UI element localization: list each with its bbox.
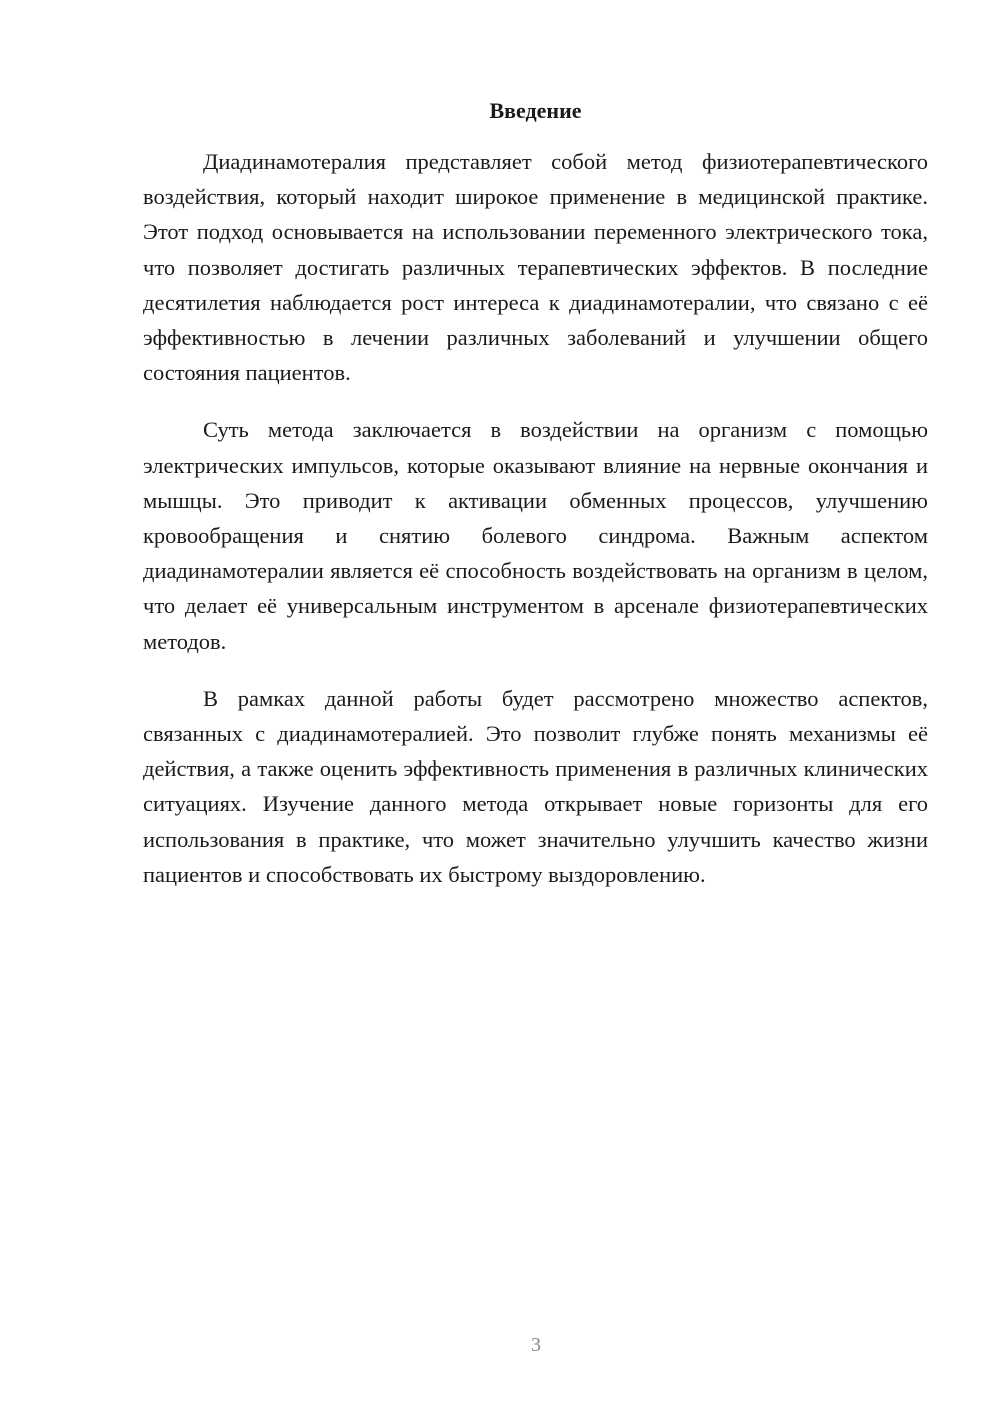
- paragraph-3: В рамках данной работы будет рассмотрено множество аспектов, связанных с диадинамотералией. Это позволит глубже понять механизмы её действия, а также оценить эффективность применения в различных клинических ситуациях. Изучение данного метода открывает новые горизонты для его использования в практике, что может значительно улучшить качество жизни пациентов и способствовать их быстрому выздоровлению.: [143, 685, 928, 887]
- section-title: Введение: [489, 98, 582, 123]
- page-number: 3: [531, 1334, 541, 1356]
- paragraph-2: Суть метода заключается в воздействии на организм с помощью электрических импульсов, которые оказывают влияние на нервные окончания и мышцы. Это приводит к активации обменных процессов, улучшению кровообращения и снятию болевого синдрома. Важным аспектом диадинамотералии является её способность воздействовать на организм в целом, что делает её универсальным инструментом в арсенале физиотерапевтических методов.: [143, 417, 928, 654]
- page-content: [143, 96, 928, 914]
- paragraph-1: Диадинамотералия представляет собой метод физиотерапевтического воздействия, который находит широкое применение в медицинской практике. Этот подход основывается на использовании переменного электрического тока, что позволяет достигать различных терапевтических эффектов. В последние десятилетия наблюдается рост интереса к диадинамотералии, что связано с её эффективностью в лечении различных заболеваний и улучшении общего состояния пациентов.: [143, 149, 928, 386]
